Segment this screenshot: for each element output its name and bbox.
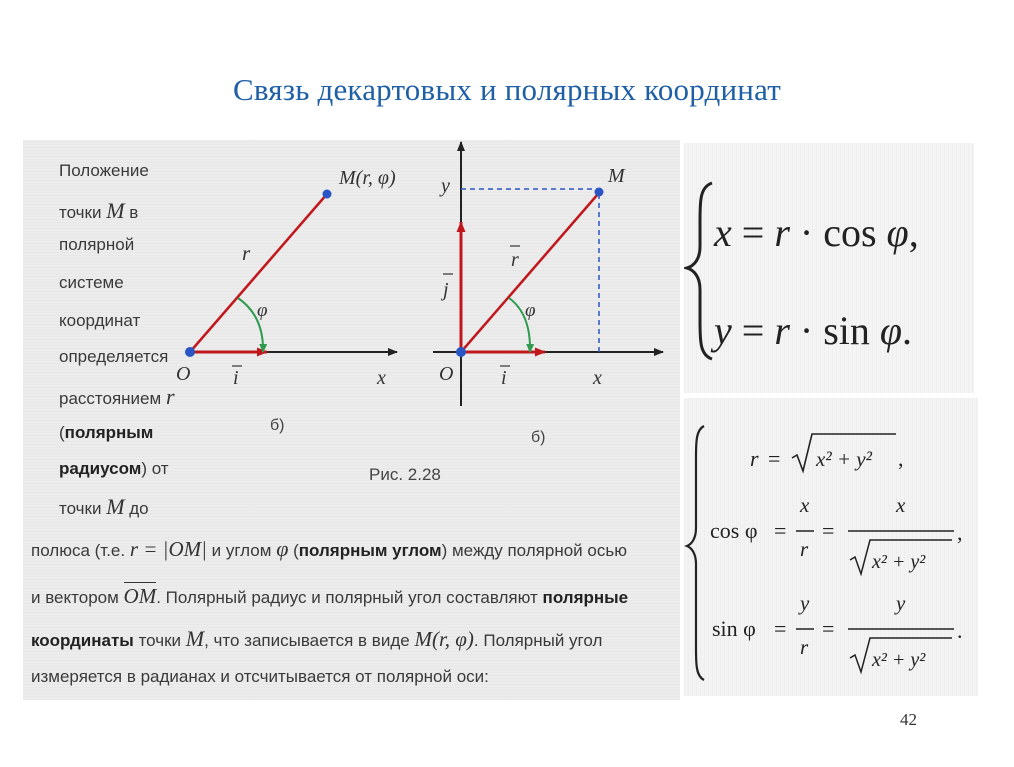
origin-point bbox=[456, 347, 466, 357]
frac-den: r bbox=[800, 537, 809, 561]
text-fragment: полюса (т.е. bbox=[31, 541, 126, 560]
formula-r-abs-OM: r = |OM| bbox=[129, 537, 207, 561]
text-line-9 bbox=[59, 460, 169, 477]
equation-r bbox=[750, 434, 904, 471]
math-var-M: M bbox=[185, 626, 205, 651]
math-var-M: M bbox=[106, 198, 125, 223]
unit-vector-j-label: j bbox=[443, 279, 449, 301]
text-fragment: и углом bbox=[211, 541, 272, 560]
text-line-8 bbox=[59, 424, 153, 441]
brace bbox=[687, 426, 704, 680]
bold-term: полярные bbox=[542, 588, 629, 607]
text-line-5: координат bbox=[59, 311, 141, 330]
text-line-12 bbox=[31, 586, 628, 607]
punct: , bbox=[898, 446, 904, 471]
equals-sign: = bbox=[774, 518, 787, 543]
origin-point bbox=[185, 347, 195, 357]
point-M-label: M(r, φ) bbox=[339, 167, 396, 189]
frac-den: r bbox=[800, 635, 809, 659]
equation-x: x = r · cos φ, bbox=[714, 210, 919, 255]
angle-label: φ bbox=[257, 300, 268, 321]
radius-vector bbox=[461, 194, 598, 352]
radicand: x² + y² bbox=[816, 447, 872, 471]
polar-formulas-svg bbox=[684, 398, 978, 696]
math-var-M: M bbox=[106, 494, 125, 519]
text-line-1: Положение bbox=[59, 161, 149, 180]
formula-panel-polar bbox=[684, 398, 978, 696]
text-line-3: полярной bbox=[59, 235, 135, 254]
text-fragment: . Полярный радиус и полярный угол составляют bbox=[156, 588, 538, 607]
text-fragment: . Полярный угол bbox=[473, 631, 603, 650]
unit-vector-i-label: i bbox=[233, 367, 239, 389]
bold-term: полярным bbox=[64, 423, 154, 442]
figure-b bbox=[433, 142, 663, 446]
point-M-label: M bbox=[608, 165, 625, 187]
figure-caption: Рис. 2.28 bbox=[369, 465, 441, 484]
lhs: cos φ bbox=[710, 518, 758, 543]
equals-sign: = bbox=[822, 616, 835, 641]
x-tick-label: x bbox=[593, 367, 602, 389]
frac-num: y bbox=[800, 591, 810, 615]
radicand: x² + y² bbox=[872, 649, 926, 671]
equals-sign: = bbox=[822, 518, 835, 543]
bold-term: координаты bbox=[31, 631, 134, 650]
vector-OM: OM bbox=[123, 584, 157, 608]
radius-vector bbox=[190, 194, 327, 352]
text-fragment: в bbox=[129, 203, 139, 222]
equals-sign: = bbox=[768, 446, 781, 471]
figures-svg bbox=[163, 140, 680, 500]
bold-term: радиусом bbox=[59, 459, 142, 478]
punct: , bbox=[957, 520, 963, 545]
math-var-r: r bbox=[165, 384, 175, 409]
figure-a bbox=[176, 167, 397, 434]
text-fragment: расстоянием bbox=[59, 389, 162, 408]
y-axis-label: y bbox=[441, 175, 450, 197]
frac-num: y bbox=[896, 591, 906, 615]
punct: . bbox=[957, 618, 963, 643]
text-fragment: , что записывается в виде bbox=[204, 631, 410, 650]
equation-cos bbox=[710, 493, 963, 574]
text-line-6: определяется bbox=[59, 347, 169, 366]
formula-M-r-phi: M(r, φ) bbox=[414, 627, 474, 651]
bold-term: полярным углом bbox=[298, 541, 442, 560]
equation-sin bbox=[712, 591, 963, 672]
text-line-7 bbox=[59, 386, 175, 408]
text-fragment: до bbox=[129, 499, 149, 518]
text-fragment: ( bbox=[59, 423, 65, 442]
formula-panel-cartesian bbox=[684, 143, 974, 393]
frac-num: x bbox=[896, 493, 906, 517]
lhs: x bbox=[714, 210, 732, 255]
page-number: 42 bbox=[900, 710, 917, 729]
x-axis-label: x bbox=[377, 367, 386, 389]
text-fragment: точки bbox=[59, 499, 102, 518]
figure-a-caption: б) bbox=[270, 417, 285, 434]
text-line-4: системе bbox=[59, 273, 124, 292]
angle-label: φ bbox=[525, 300, 536, 321]
text-fragment: точки bbox=[138, 631, 182, 650]
text-line-2 bbox=[59, 200, 138, 222]
text-fragment: и вектором bbox=[31, 588, 119, 607]
lhs: sin φ bbox=[712, 616, 756, 641]
lhs: y bbox=[714, 308, 732, 353]
text-fragment: ( bbox=[293, 541, 299, 560]
lhs: r bbox=[750, 446, 759, 471]
radicand: x² + y² bbox=[872, 551, 926, 573]
origin-label: O bbox=[439, 363, 454, 385]
frac-num: x bbox=[800, 493, 810, 517]
unit-vector-i-label: i bbox=[501, 367, 507, 389]
text-fragment: ) от bbox=[141, 459, 169, 478]
origin-label: O bbox=[176, 363, 191, 385]
point-M bbox=[595, 188, 604, 197]
equation-y: y = r · sin φ. bbox=[714, 308, 913, 353]
radius-label: r bbox=[242, 241, 251, 265]
system-brace bbox=[684, 143, 974, 393]
text-line-13 bbox=[31, 628, 602, 650]
radius-label: r bbox=[511, 249, 519, 271]
text-line-11 bbox=[31, 538, 627, 560]
text-fragment: ) между полярной осью bbox=[441, 541, 627, 560]
text-figure-panel bbox=[23, 140, 680, 700]
slide-title: Связь декартовых и полярных координат bbox=[233, 72, 781, 107]
equals-sign: = bbox=[774, 616, 787, 641]
figure-b-caption: б) bbox=[531, 429, 546, 446]
text-line-10 bbox=[59, 496, 149, 518]
point-M bbox=[323, 190, 332, 199]
text-line-14: измеряется в радианах и отсчитывается от полярной оси: bbox=[31, 667, 489, 686]
text-fragment: точки bbox=[59, 203, 102, 222]
math-var-phi: φ bbox=[276, 536, 289, 561]
